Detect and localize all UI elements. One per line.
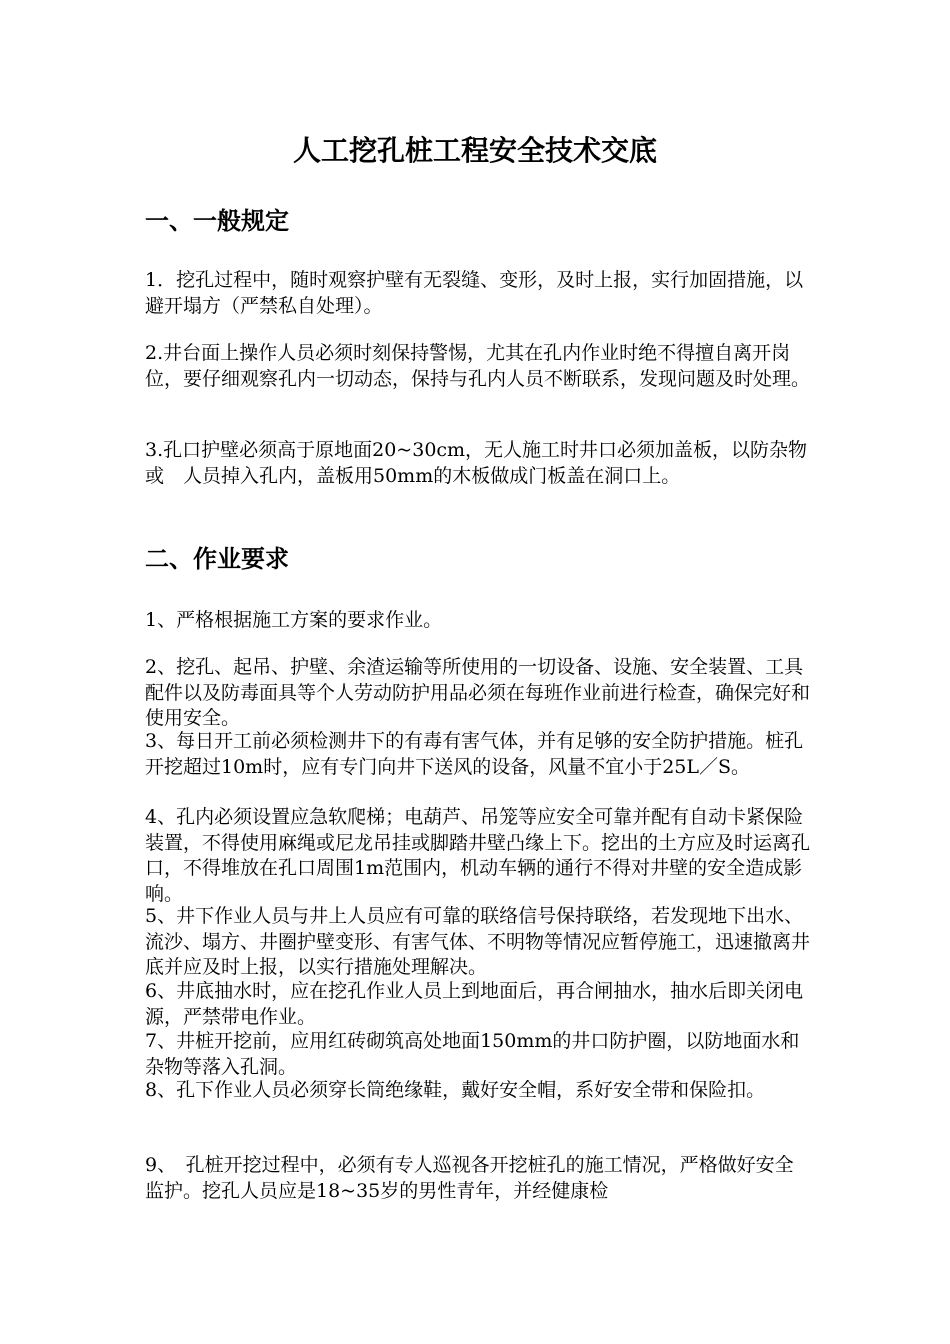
section-heading-general: 一、一般规定 (145, 206, 289, 235)
requirement-item-3: 3、每日开工前必须检测井下的有毒有害气体，并有足够的安全防护措施。桩孔开挖超过10m时，应有专门向井下送风的设备，风量不宜小于25L／S。 (145, 730, 804, 778)
requirement-item-8: 8、孔下作业人员必须穿长筒绝缘鞋，戴好安全帽，系好安全带和保险扣。 (145, 1079, 766, 1101)
requirement-item-9: 9、 孔桩开挖过程中，必须有专人巡视各开挖桩孔的施工情况，严格做好安全监护。挖孔人员应是18~35岁的男性青年，并经健康检 (145, 1154, 794, 1202)
requirement-item-2: 2、挖孔、起吊、护壁、余渣运输等所使用的一切设备、设施、安全装置、工具配件以及防毒面具等个人劳动防护用品必须在每班作业前进行检查，确保完好和使用安全。 (145, 656, 811, 729)
requirement-item-6: 6、井底抽水时，应在挖孔作业人员上到地面后，再合闸抽水，抽水后即关闭电源，严禁带电作业。 (145, 980, 804, 1028)
document-title: 人工挖孔桩工程安全技术交底 (292, 134, 657, 167)
general-item-1: 1．挖孔过程中，随时观察护壁有无裂缝、变形，及时上报，实行加固措施，以避开塌方（严禁私自处理）。 (145, 269, 804, 317)
section-heading-requirements: 二、作业要求 (145, 544, 289, 573)
requirement-item-5: 5、井下作业人员与井上人员应有可靠的联络信号保持联络，若发现地下出水、流沙、塌方、井圈护壁变形、有害气体、不明物等情况应暂停施工，迅速撤离井底并应及时上报，以实行措施处理解决。 (145, 905, 811, 978)
requirement-item-7: 7、井桩开挖前，应用红砖砌筑高处地面150mm的井口防护圈，以防地面水和杂物等落入孔洞。 (145, 1030, 800, 1078)
general-item-3: 3.孔口护壁必须高于原地面20~30cm，无人施工时井口必须加盖板，以防杂物或 人员掉入孔内，盖板用50mm的木板做成门板盖在洞口上。 (145, 439, 808, 487)
requirement-item-4: 4、孔内必须设置应急软爬梯；电葫芦、吊笼等应安全可靠并配有自动卡紧保险装置，不得使用麻绳或尼龙吊挂或脚踏井壁凸缘上下。挖出的土方应及时运离孔口，不得堆放在孔口周围1m范围内，机动车辆的通行不得对井壁的安全造成影响。 (145, 806, 811, 905)
requirement-item-1: 1、严格根据施工方案的要求作业。 (145, 609, 443, 631)
general-item-2: 2.井台面上操作人员必须时刻保持警惕，尤其在孔内作业时绝不得擅自离开岗位，要仔细观察孔内一切动态，保持与孔内人员不断联系，发现问题及时处理。 (145, 342, 811, 390)
